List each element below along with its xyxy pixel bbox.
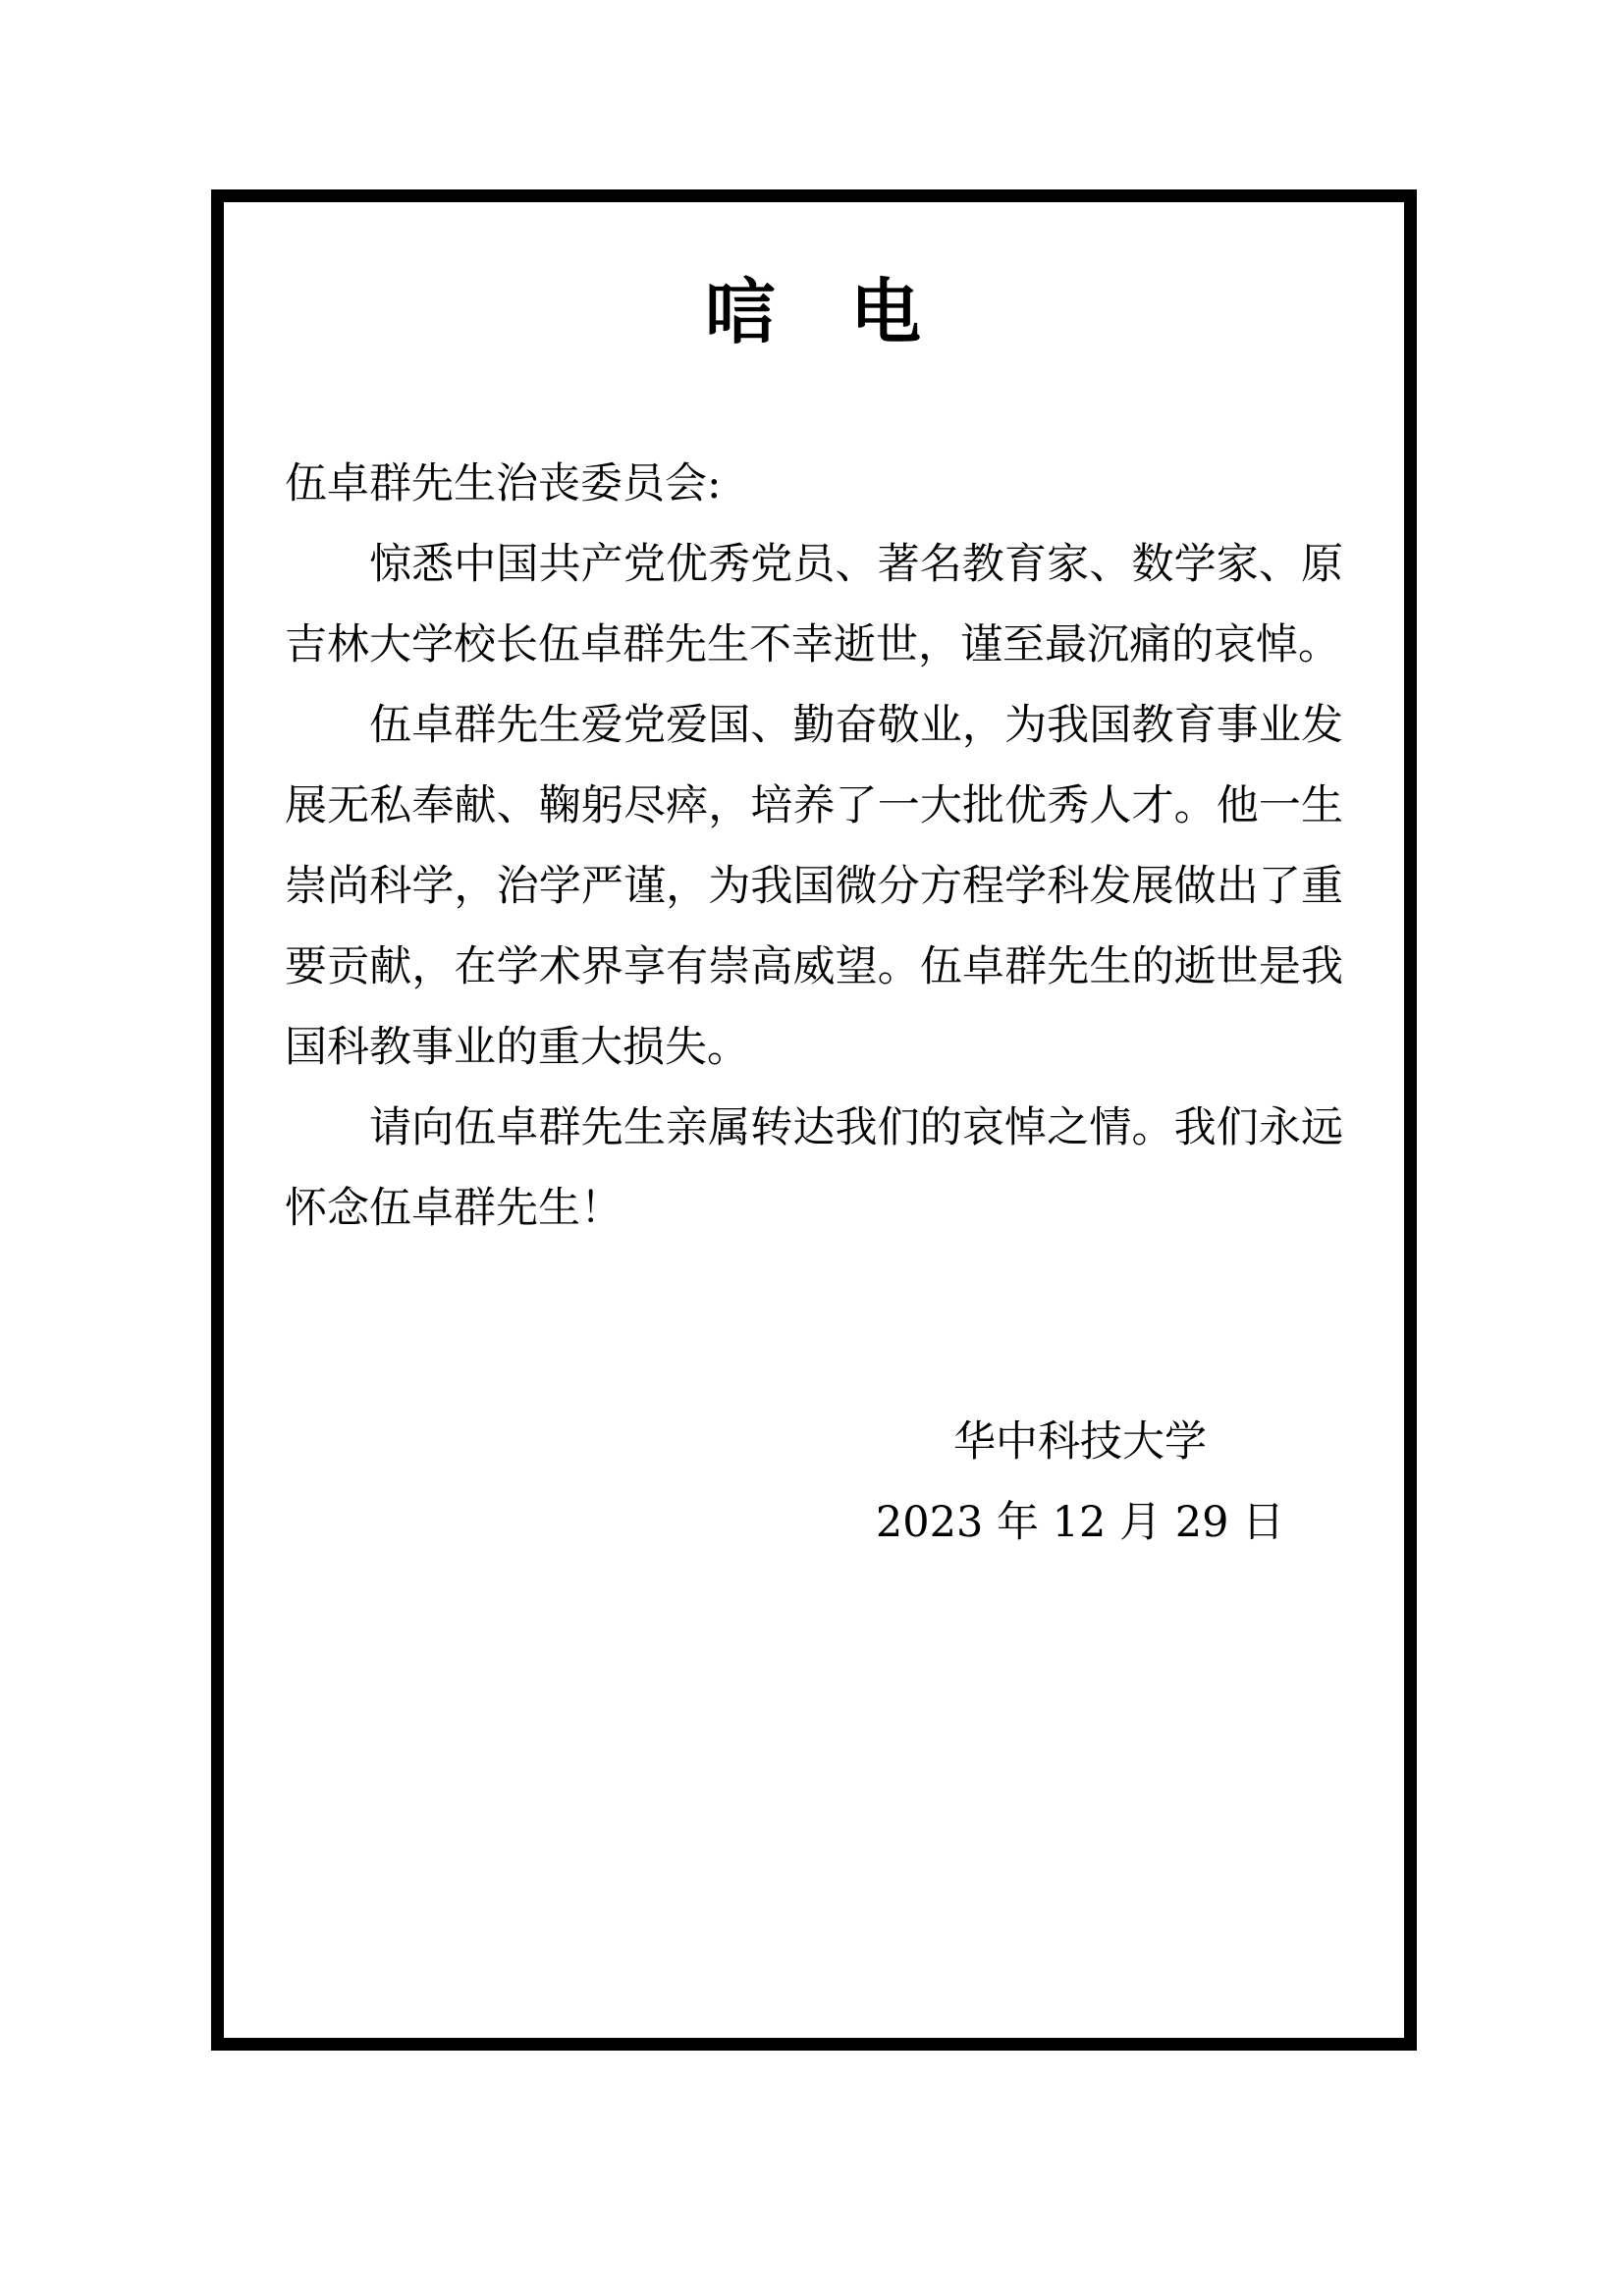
paragraph-condolence-request: 请向伍卓群先生亲属转达我们的哀悼之情。我们永远怀念伍卓群先生！ <box>285 1103 1343 1234</box>
document-title: 唁 电 <box>704 270 923 353</box>
signature-organization: 华中科技大学 <box>953 1417 1207 1468</box>
salutation-line: 伍卓群先生治丧委员会: <box>285 459 722 509</box>
document-body <box>285 444 1343 1563</box>
paragraph-life-achievements: 伍卓群先生爱党爱国、勤奋敬业，为我国教育事业发展无私奉献、鞠躬尽瘁，培养了一大批优秀人才。他一生崇尚科学，治学严谨，为我国微分方程学科发展做出了重要贡献，在学术界享有崇高威望。伍卓群先生的逝世是我国科教事业的重大损失。 <box>285 701 1343 1073</box>
signature-date: 2023 年 12 月 29 日 <box>875 1498 1285 1548</box>
document-border-frame <box>211 189 1417 2051</box>
paragraph-obituary-notice: 惊悉中国共产党优秀党员、著名教育家、数学家、原吉林大学校长伍卓群先生不幸逝世，谨至最沉痛的哀悼。 <box>285 540 1343 670</box>
signature-block <box>864 1402 1296 1563</box>
